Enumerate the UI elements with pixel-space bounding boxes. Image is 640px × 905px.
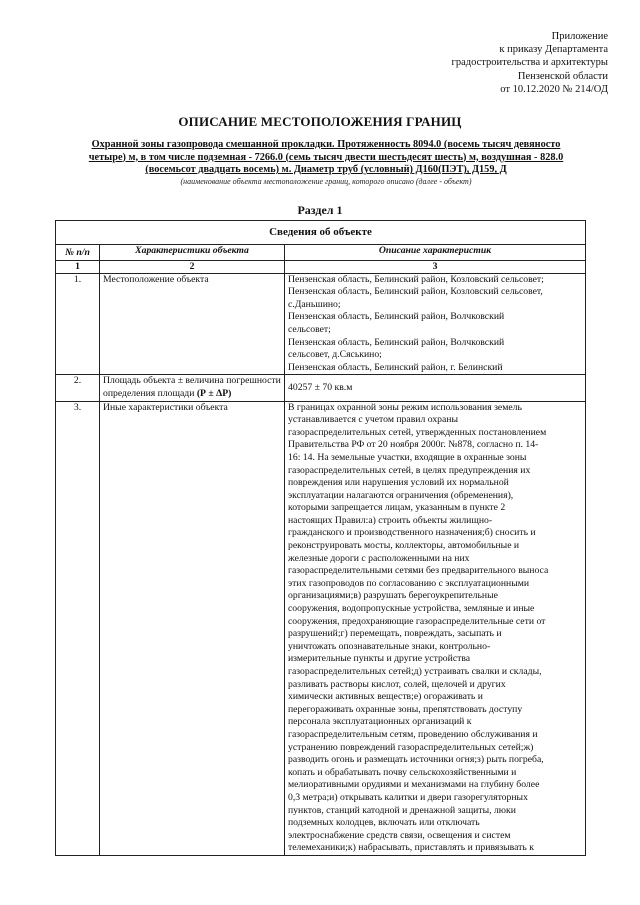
row-characteristic: Иные характеристики объекта	[100, 401, 285, 855]
object-name-line: четыре) м, в том числе подземная - 7266.0 (семь тысяч двести шестьдесят шесть) м, воздушная - 828.0	[88, 151, 564, 163]
row-characteristic	[100, 375, 285, 401]
description-line: Правительства РФ от 20 ноября 2000г. №878, согласно п. 14-	[288, 439, 539, 451]
row-description	[285, 273, 586, 375]
description-line: химически активных веществ;е) огораживать и	[288, 691, 483, 703]
description-line: реконструировать мосты, коллекторы, автомобильные и	[288, 540, 520, 552]
description-line: 40257 ± 70 кв.м	[288, 381, 353, 393]
characteristic-text: Площадь объекта ± величина погрешности определения площади	[103, 375, 281, 399]
description-line: железные дороги с расположенными на них	[288, 552, 470, 564]
annex-line: к приказу Департамента	[499, 44, 608, 56]
description-line: уничтожать опознавательные знаки, контрольно-	[288, 640, 491, 652]
annex-line: Приложение	[551, 31, 608, 42]
description-line: газораспределительными сетями без предварительного выноса	[288, 565, 549, 577]
description-line: В границах охранной зоны режим использования земель	[288, 401, 522, 413]
object-name	[72, 139, 580, 177]
description-line: газораспределительных сетей;д) устраивать свалки и склады,	[288, 666, 542, 677]
row-characteristic: Местоположение объекта	[100, 273, 285, 375]
description-line: Пензенская область, Белинский район, Козловский сельсовет,	[288, 286, 543, 298]
header-num: № п/п	[56, 244, 100, 260]
object-name-line: (восемьсот двадцать восемь) м. Диаметр труб (условный) Д160(ПЭТ), Д159, Д	[145, 164, 507, 176]
description-line: сельсовет, д.Сяськино;	[288, 349, 382, 361]
description-line: сельсовет;	[288, 323, 331, 335]
description-line: электроснабжение средств связи, освещения и систем	[288, 829, 511, 841]
description-line: эксплуатации налагаются ограничения (обременения),	[288, 489, 514, 501]
table-row	[56, 375, 586, 401]
description-line: газораспределительных сетей, в целях предупреждения их	[288, 464, 531, 476]
object-name-note: (наименование объекта местоположение границ, которого описано (далее - объект)	[180, 177, 472, 186]
object-info-table	[55, 220, 586, 856]
row-number: 2.	[56, 375, 100, 401]
description-line: 0,3 метра;и) открывать калитки и двери газорегуляторных	[288, 791, 528, 803]
description-line: разливать растворы кислот, солей, щелочей и других	[288, 678, 506, 690]
description-line: копать и обрабатывать почву сельскохозяйственными и	[288, 766, 517, 778]
description-line: 16: 14. На земельные участки, входящие в охранные зоны	[288, 451, 527, 463]
description-line: этих газопроводов по согласованию с эксплуатационными	[288, 577, 530, 589]
column-number: 2	[100, 260, 285, 273]
description-line: сооружения, водопропускные устройства, земляные и иные	[288, 603, 535, 615]
description-line: перегораживать охранные зоны, препятствовать доступу	[288, 703, 523, 715]
table-caption: Сведения об объекте	[56, 221, 586, 245]
description-line: газораспределительных сетей, утвержденных постановлением	[288, 426, 547, 438]
row-description	[285, 401, 586, 855]
annex-line: от 10.12.2020 № 214/ОД	[500, 83, 608, 95]
description-line: разрушений;г) перемещать, повреждать, засыпать и	[288, 628, 502, 640]
annex-line: градостроительства и архитектуры	[451, 57, 608, 69]
description-line: мелиоративными орудиями и механизмами на глубину более	[288, 779, 540, 791]
description-line: повреждения или нарушения условий их нормальной	[288, 477, 509, 489]
table-row	[56, 401, 586, 855]
annex-block	[452, 30, 608, 96]
description-line: телемеханики;к) набрасывать, приставлять и привязывать к	[288, 842, 534, 854]
description-line: с.Даньшино;	[288, 298, 341, 310]
annex-line: Пензенской области	[517, 70, 608, 82]
header-characteristic: Характеристики объекта	[100, 244, 285, 260]
object-name-line: Охранной зоны газопровода смешанной прокладки. Протяженность 8094.0 (восемь тысяч девяносто	[91, 139, 561, 150]
description-line: пунктов, станций катодной и дренажной защиты, люки	[288, 804, 516, 816]
description-line: которыми запрещается лицам, указанным в пункте 2	[288, 502, 506, 514]
description-line: настоящих Правил:а) строить объекты жилищно-	[288, 514, 493, 526]
description-line: устанавливается с учетом правил охраны	[288, 414, 458, 426]
header-description: Описание характеристик	[285, 244, 586, 260]
column-number: 3	[285, 260, 586, 273]
description-line: гражданского и производственного назначения;б) сносить и	[288, 527, 536, 539]
description-line: разводить огонь и размещать источники огня;з) рыть погреба,	[288, 754, 544, 766]
description-line: устранению повреждений газораспределительных сетей;ж)	[288, 741, 534, 753]
description-line: Пензенская область, Белинский район, Волчковский	[288, 336, 505, 348]
description-line: организациями;в) разрушать берегоукрепительные	[288, 590, 498, 602]
description-line: Пензенская область, Белинский район, г. Белинский	[288, 361, 503, 373]
row-description	[285, 375, 586, 401]
description-line: персонала эксплуатационных организаций к	[288, 716, 472, 728]
column-number: 1	[56, 260, 100, 273]
row-number: 1.	[56, 273, 100, 375]
section-heading: Раздел 1	[297, 203, 343, 217]
description-line: газораспределительным сетям, проведению обслуживания и	[288, 728, 538, 740]
description-line: измерительные пункты и другие устройства	[288, 653, 471, 665]
description-line: Пензенская область, Белинский район, Волчковский	[288, 311, 505, 323]
table-row	[56, 273, 586, 375]
description-line: Пензенская область, Белинский район, Козловский сельсовет;	[288, 273, 544, 285]
row-number: 3.	[56, 401, 100, 855]
description-line: сооружения, предохраняющие газораспределительные сети от	[288, 615, 546, 627]
document-title: ОПИСАНИЕ МЕСТОПОЛОЖЕНИЯ ГРАНИЦ	[178, 114, 462, 129]
description-line: подземных колодцев, включать или отключать	[288, 817, 480, 829]
characteristic-formula: (Р ± ΔР)	[196, 387, 232, 399]
